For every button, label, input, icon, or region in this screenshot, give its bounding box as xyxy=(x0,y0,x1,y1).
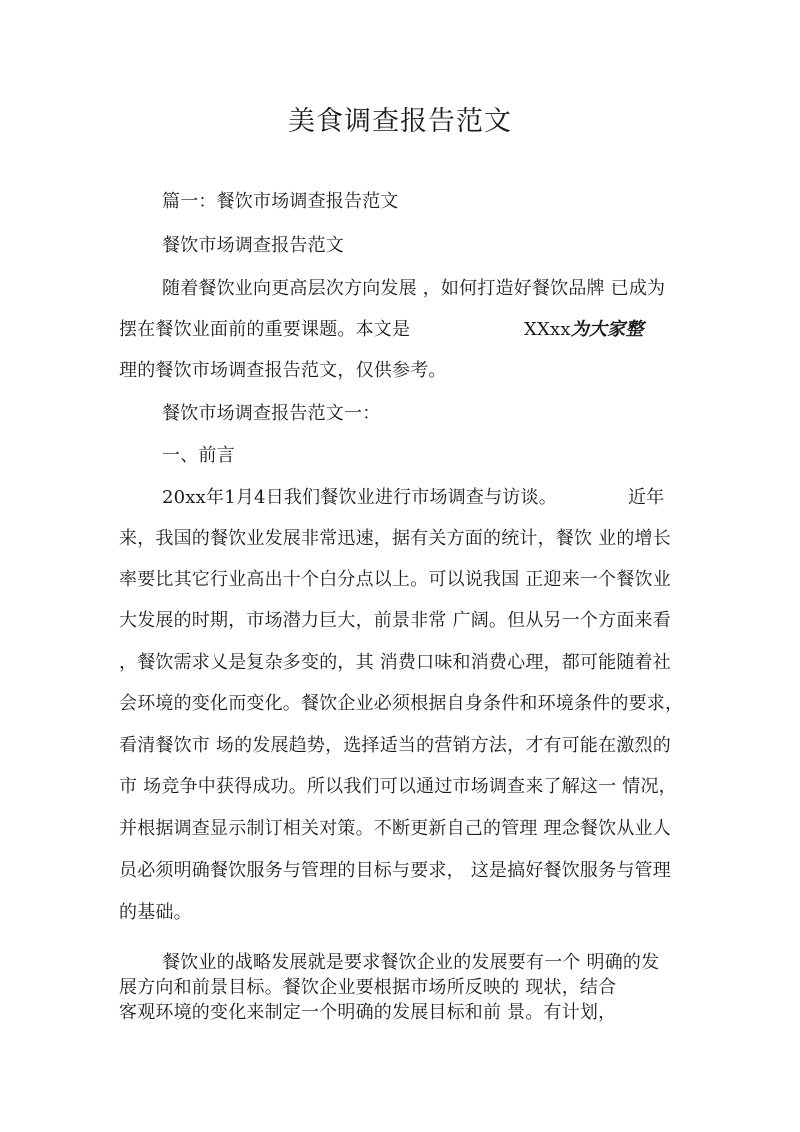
paragraph-2-line: 客观环境的变化来制定一个明确的发展目标和前 景。有计划， xyxy=(119,1002,617,1023)
paragraph-1-line-1-end: 近年 xyxy=(628,487,665,508)
intro-line-2: 摆在餐饮业面前的重要课题。本文是 xyxy=(119,319,411,340)
section-heading: 篇一：餐饮市场调查报告范文 xyxy=(162,191,399,212)
paragraph-1-line: ，餐饮需求乂是复杂多变的，其 消费口味和消费心理，都可能随着社 xyxy=(119,652,671,673)
preface-heading: 一、前言 xyxy=(162,445,235,466)
paragraph-1-line: 市 场竞争中获得成功。所以我们可以通过市场调查来了解这一 情况， xyxy=(119,776,677,797)
author-name: XXxx xyxy=(524,319,571,340)
paragraph-1-line: 会环境的变化而变化。餐饮企业必须根据自身条件和环境条件的要求， xyxy=(119,693,684,714)
intro-line-2-author xyxy=(524,320,644,340)
paragraph-1-line: 大发展的时期，市场潜力巨大，前景非常 广阔。但从另一个方面来看 xyxy=(119,610,671,631)
intro-line-3: 理的餐饮市场调查报告范文，仅供参考。 xyxy=(119,360,447,381)
paragraph-1-line: 并根据调查显示制订相关对策。不断更新自己的管理 理念餐饮从业人 xyxy=(119,818,671,839)
sample-heading: 餐饮市场调查报告范文一： xyxy=(162,403,381,424)
paragraph-1-line: 的基础。 xyxy=(119,902,192,923)
paragraph-2-line: 展方向和前景目标。餐饮企业要根据市场所反映的 现状，结合 xyxy=(119,977,617,998)
subheading: 餐饮市场调查报告范文 xyxy=(162,235,344,256)
intro-line-1: 随着餐饮业向更高层次方向发展 ，如何打造好餐饮品牌 已成为 xyxy=(162,278,666,299)
paragraph-1-line: 员必须明确餐饮服务与管理的目标与要求， 这是搞好餐饮服务与管理 xyxy=(119,860,671,881)
paragraph-1-line: 来，我国的餐饮业发展非常迅速，据有关方面的统计，餐饮 业的增长 xyxy=(119,528,671,549)
author-suffix: 为大家整 xyxy=(570,319,644,340)
paragraph-1-line: 看清餐饮市 场的发展趋势，选择适当的营销方法，才有可能在激烈的 xyxy=(119,735,671,756)
paragraph-2-line: 餐饮业的战略发展就是要求餐饮企业的发展要有一个 明确的发 xyxy=(162,952,660,973)
document-title: 美食调查报告范文 xyxy=(288,106,512,137)
paragraph-1-line: 率要比其它行业高出十个白分点以上。可以说我国 正迎来一个餐饮业 xyxy=(119,569,671,590)
paragraph-1-line-1: 20xx年1月4日我们餐饮业进行市场调查与访谈。 xyxy=(162,487,557,508)
